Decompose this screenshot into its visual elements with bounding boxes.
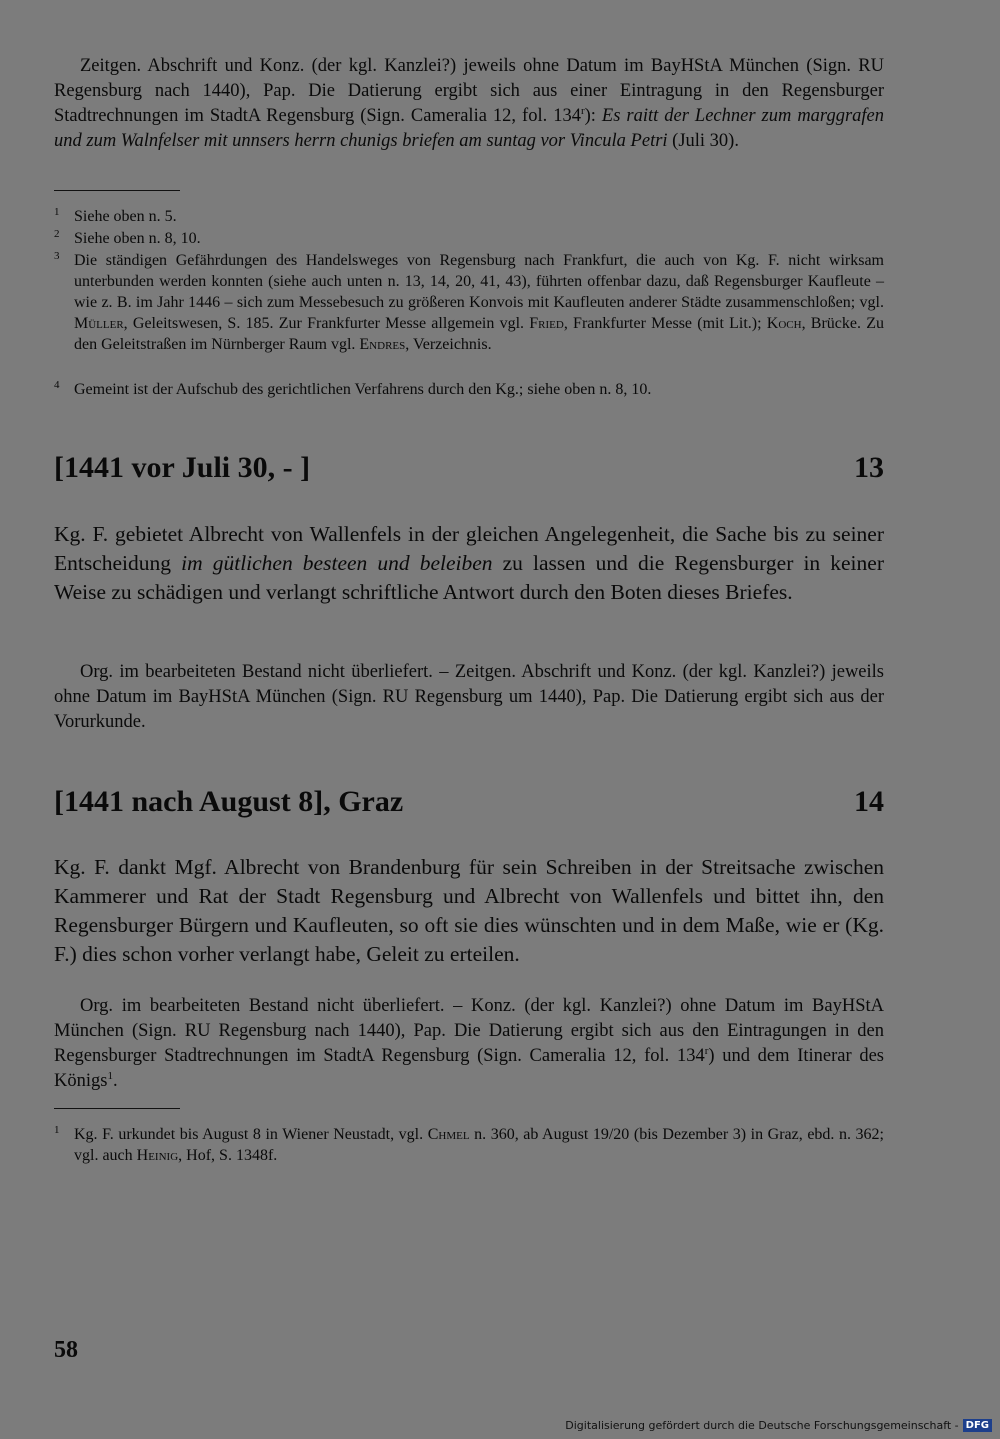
- entry-13-note: Org. im bearbeiteten Bestand nicht überliefert. – Zeitgen. Abschrift und Konz. (der kgl. Kanzlei?) jeweils ohne Datum im BayHStA München (Sign. RU Regensburg um 1440), Pap. Die Datierung ergibt sich aus der Vorurkunde.: [54, 662, 884, 732]
- footnote-separator-2: [54, 1108, 180, 1109]
- entry-13-date: [1441 vor Juli 30, - ]: [54, 451, 311, 484]
- entry-14-note: Org. im bearbeiteten Bestand nicht überliefert. – Konz. (der kgl. Kanzlei?) ohne Datum im BayHStA München (Sign. RU Regensburg nach 1440), Pap. Die Datierung ergibt sich aus den Eintragungen in den Regensburger Stadtrechnungen im StadtA Regensburg (Sign. Cameralia 12, fol. 134$^r$) und dem Itinerar des Königs$^1$.: [54, 996, 885, 1091]
- footnote-bottom-1: 1 Kg. F. urkundet bis August 8 in Wiener Neustadt, vgl. Chmel n. 360, ab August 19/20 (bis Dezember 3) in Graz, ebd. n. 362; vgl. auch Heinig, Hof, S. 1348f.: [54, 1124, 885, 1164]
- footnote-separator: [54, 190, 180, 191]
- continuation-paragraph: Zeitgen. Abschrift und Konz. (der kgl. Kanzlei?) jeweils ohne Datum im BayHStA München (Sign. RU Regensburg nach 1440), Pap. Die Datierung ergibt sich aus einer Eintragung in den Regensburger Stadtrechnungen im StadtA Regensburg (Sign. Cameralia 12, fol. 134$^r$): Es raitt der Lechner zum marggrafen und zum Walnfelser mit unnsers herrn chunigs briefen am suntag vor Vincula Petri (Juli 30).: [54, 56, 884, 151]
- entry-13-regest: Kg. F. gebietet Albrecht von Wallenfels in der gleichen Angelegenheit, die Sache bis zu seiner Entscheidung im gütlichen besteen und beleiben zu lassen und die Regensburger in keiner Weise zu schädigen und verlangt schriftliche Antwort durch den Boten dieses Briefes.: [54, 522, 884, 604]
- footnote-4: 4 Gemeint ist der Aufschub des gerichtlichen Verfahrens durch den Kg.; siehe oben n. 8, 10.: [54, 379, 652, 398]
- dfg-logo: DFG: [963, 1419, 992, 1432]
- entry-14-number: 14: [854, 785, 884, 818]
- entry-14-heading: [54, 782, 884, 822]
- footnote-2: 2 Siehe oben n. 8, 10.: [54, 228, 201, 247]
- footnote-1: 1 Siehe oben n. 5.: [54, 206, 177, 225]
- page-number: 58: [54, 1337, 78, 1363]
- entry-13-number: 13: [854, 451, 884, 484]
- entry-14-date: [1441 nach August 8], Graz: [54, 785, 404, 818]
- entry-14-regest: Kg. F. dankt Mgf. Albrecht von Brandenburg für sein Schreiben in der Streitsache zwischen Kammerer und Rat der Stadt Regensburg und Albrecht von Wallenfels und bittet ihn, den Regensburger Bürgern und Kaufleuten, so oft sie dies wünschten und in dem Maße, wie er (Kg. F.) dies schon vorher verlangt habe, Geleit zu erteilen.: [54, 855, 884, 966]
- entry-13-heading: [54, 448, 884, 488]
- footer-credit: [565, 1419, 992, 1432]
- footnote-3: 3 Die ständigen Gefährdungen des Handelsweges von Regensburg nach Frankfurt, die auch von Kg. F. nicht wirksam unterbunden werden konnten (siehe auch unten n. 13, 14, 20, 41, 43), führten offenbar dazu, daß Regensburger Kaufleute – wie z. B. im Jahr 1446 – sich zum Messebesuch zu größeren Konvois mit Kaufleuten anderer Städte zusammenschloßen; vgl. Müller, Geleitswesen, S. 185. Zur Frankfurter Messe allgemein vgl. Fried, Frankfurter Messe (mit Lit.); Koch, Brücke. Zu den Geleitstraßen im Nürnberger Raum vgl. Endres, Verzeichnis.: [54, 250, 885, 353]
- footer-text: Digitalisierung gefördert durch die Deutsche Forschungsgemeinschaft -: [565, 1419, 959, 1432]
